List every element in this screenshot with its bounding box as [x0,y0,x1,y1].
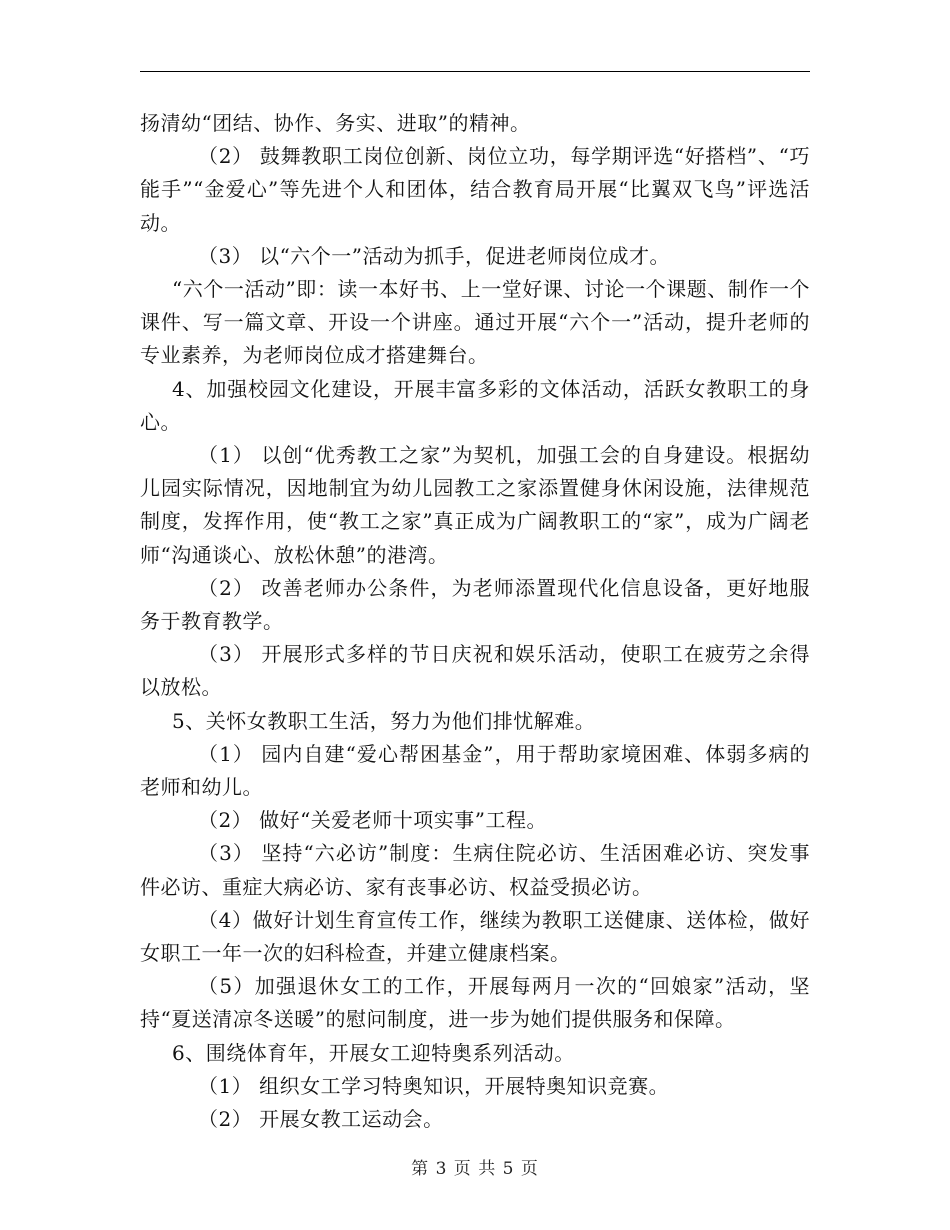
section-heading: 4、加强校园文化建设，开展丰富多彩的文体活动，活跃女教职工的身心。 [140,376,810,434]
paragraph: （1） 组织女工学习特奥知识，开展特奥知识竞赛。 [198,1073,670,1098]
paragraph: （3） 坚持“六必访”制度：生病住院必访、生活困难必访、突发事件必访、重症大病必访、家有丧事必访、权益受损必访。 [140,841,810,899]
paragraph: （3） 以“六个一”活动为抓手，促进老师岗位成才。 [198,243,671,268]
paragraph: （4）做好计划生育宣传工作，继续为教职工送健康、送体检，做好女职工一年一次的妇科检查，并建立健康档案。 [140,907,810,966]
paragraph: （2） 开展女教工运动会。 [198,1107,444,1132]
paragraph: （3） 开展形式多样的节日庆祝和娱乐活动，使职工在疲劳之余得以放松。 [140,642,810,700]
paragraph: （2） 改善老师办公条件，为老师添置现代化信息设备，更好地服务于教育教学。 [140,575,810,634]
section-heading: 5、关怀女教职工生活，努力为他们排忧解难。 [172,708,596,733]
paragraph: （2） 鼓舞教职工岗位创新、岗位立功，每学期评选“好搭档”、“巧能手”“金爱心”等先进个人和团体，结合教育局开展“比翼双飞鸟”评选活动。 [140,144,810,235]
paragraph: 扬清幼“团结、协作、务实、进取”的精神。 [140,111,531,135]
header-rule [140,71,810,72]
page-footer: 第 3 页 共 5 页 [411,1159,539,1179]
section-heading: 6、围绕体育年，开展女工迎特奥系列活动。 [172,1040,575,1065]
paragraph: （5）加强退休女工的工作，开展每两月一次的“回娘家”活动，坚持“夏送清凉冬送暖”的慰问制度，进一步为她们提供服务和保障。 [140,974,810,1032]
body-text [140,107,810,1136]
paragraph: （1） 园内自建“爱心帮困基金”，用于帮助家境困难、体弱多病的老师和幼儿。 [140,741,810,800]
paragraph: （1） 以创“优秀教工之家”为契机，加强工会的自身建设。根据幼儿园实际情况，因地制宜为幼儿园教工之家添置健身休闲设施，法律规范制度，发挥作用，使“教工之家”真正成为广阔教职工的“家”，成为广阔老师“沟通谈心、放松休憩”的港湾。 [140,443,810,567]
paragraph: （2） 做好“关爱老师十项实事”工程。 [198,808,548,833]
paragraph: “六个一活动”即：读一本好书、上一堂好课、讨论一个课题、制作一个课件、写一篇文章、开设一个讲座。通过开展“六个一”活动，提升老师的专业素养，为老师岗位成才搭建舞台。 [140,277,810,368]
